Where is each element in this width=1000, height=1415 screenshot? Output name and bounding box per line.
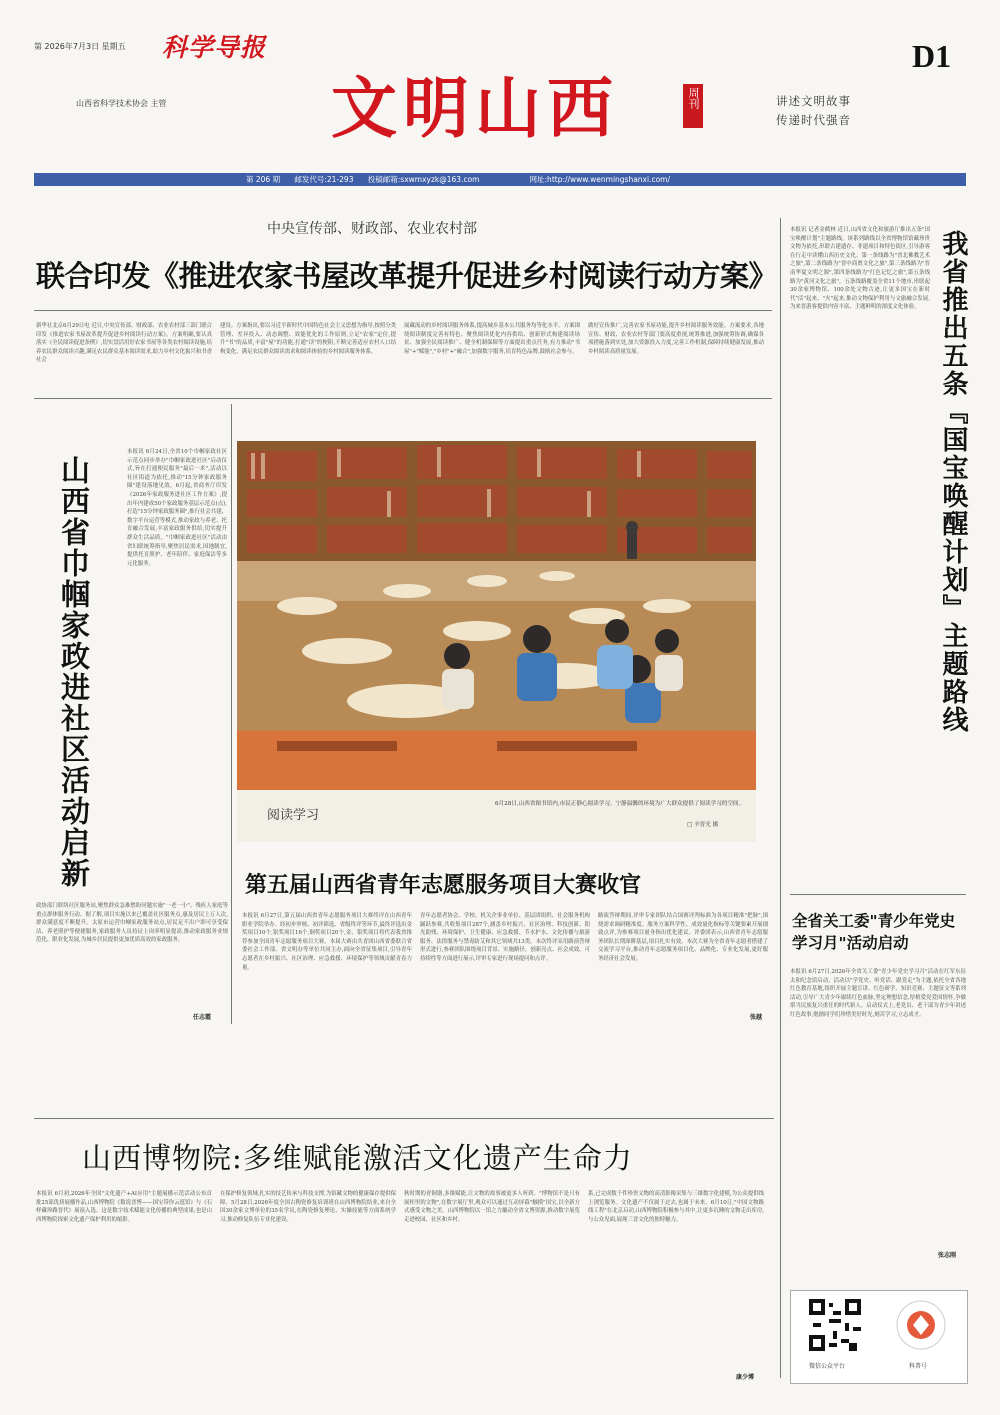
lead-headline: 联合印发《推进农家书屋改革提升促进乡村阅读行动方案》 — [36, 259, 778, 293]
lead-bottom-rule — [34, 398, 772, 399]
bottom-top-rule — [34, 1118, 774, 1119]
bottom-story-title: 山西博物院:多维赋能激活文化遗产生命力 — [82, 1141, 633, 1175]
bottom-story-col-2: 在保护修复领域,扎实的技艺传承与科技支撑,为馆藏文物的健康保存提供保障。5月28日,2026年度全国古陶瓷修复培训班在山西博物院结业,来自全国30余家文博单位的35名学员,在陶瓷修复理论、实操技能等方面系统学习,推动修复队伍专业化建设。 — [220, 1191, 396, 1223]
lead-col-1: 新华社北京6月29日电 近日,中央宣传部、财政部、农业农村部三部门联合印发《推进农家书屋改革提升促进乡村阅读行动方案》。方案明确,要认真落实《全民阅读促进条例》,切实盘活用好农家书屋等各类农村阅读设施,培养农民群众阅读兴趣,满足农民群众基本阅读需求,助力乡村文化振兴和书香社会 — [36, 323, 212, 364]
qr-label-1: 微信公众平台 — [809, 1363, 846, 1370]
youth-study-author: 张志刚 — [938, 1252, 957, 1259]
weekly-label: 周刊 — [687, 87, 700, 109]
lead-rule — [34, 310, 772, 311]
weekly-badge — [683, 84, 703, 128]
sponsor-line: 山西省科学技术协会 主管 — [76, 99, 167, 108]
right-story-body: 本报讯 记者金鹤林 近日,山西省文化和旅游厅推出五条"国宝唤醒计划"主题路线。该系列路线以全省博物馆馆藏珍贵文物为依托,串联古建遗存、非遗项目和特色街区,引导游客在行走中读懂山西历史文化。第一条线路为"晋北佛教艺术之旅",第二条线路为"晋中商贾文化之旅",第三条线路为"晋南华夏文明之源",第四条线路为"红色记忆之旅",第五条线路为"黄河文化之旅"。五条线路覆盖全省11个地市,串联起30余家博物馆、100余处文物古迹,让更多国宝在新时代"活"起来、"火"起来,推动文物保护利用与文旅融合发展,为来晋游客提供内容丰富、主题鲜明的深度文化体验。 — [790, 227, 930, 311]
youth-study-title: 全省关工委"青少年党史学习月"活动启动 — [792, 912, 956, 952]
left-story-lead: 本报讯 6月24日,全省10个巾帼家政社区示范点同步举办"巾帼家政进社区"启动仪式,旨在打通便民服务"最后一米",活动以社区街道为依托,推动"15分钟家政服务圈"建设落地见效。6月起,省商务厅印发《2026年家政服务进社区工作方案》,提出年内建成50个家政服务基层示范点(点),打造"15分钟家政服务圈",推行社会共建、数字平台运营等模式,推动家政与养老、托育融合发展,丰富家政服务供给,切实提升群众生活品质。"巾帼家政进社区"活动由省妇联统筹指导,聚焦居民需求,因地制宜,提供托育照护、老年陪伴、家庭保洁等多元化服务。 — [127, 449, 227, 567]
mid-story-col-1: 本报讯 6月27日,第五届山西省青年志愿服务项目大赛终评在山西青年职业学院举办。经初步审核、初评筛选、省级终评等环节,最终评选出金奖项目10个,银奖项目16个,铜奖项目20个,金、银奖项目将代表我省推荐参加全国青年志愿服务项目大赛。本届大赛由共青团山西省委联合省委社会工作部、省文明办等单位共同主办,面向全省征集项目,引导青年志愿者在乡村振兴、社区治理、应急救援、环境保护等领域贡献青春力量。 — [242, 913, 412, 971]
bottom-story-col-1: 本报讯 6月初,2026年全国"文化遗产+AI应用"主题展播示范活动公布首批25部优质展播作品,山西博物院《数说晋博——国宝带你云逛馆》与《石样藏珍路晋代》展演入选。这是数字技术赋能文化传播的典型成果,也是山西博物院探索文化遗产保护利用的缩影。 — [36, 1191, 212, 1223]
right-column-divider — [780, 218, 781, 1378]
left-column-divider — [231, 404, 232, 1024]
issue-date: 第 2026年7月3日 星期五 — [34, 42, 126, 51]
right-story-title: 我省推出五条『国宝唤醒计划』主题路线 — [938, 230, 968, 734]
page-number: D1 — [912, 38, 952, 74]
lead-col-2: 建设。方案指出,要以习近平新时代中国特色社会主义思想为指导,按照分类管理、差异投入、动态调整、效能优化的工作原则,立足"农家"定位,提升"书"的品质,丰富"屋"的功能,打通"读"的梗阻,不断完善适应农村人口结构变化、满足农民群众阅读需求和阅读体验的乡村阅读服务体系。 — [220, 323, 396, 355]
youth-study-body: 本报讯 6月27日,2026年全省关工委"青少年党史学习月"活动在红军东征太和纪念馆启动。活动以"学党史、听党话、跟党走"为主题,依托全省各地红色教育基地,组织开展主题宣讲、红色研学、知识竞赛、主题征文等系列活动,引导广大青少年赓续红色血脉,坚定理想信念,厚植爱党爱国情怀,争做堪当民族复兴重任的时代新人。启动仪式上,老党员、老干部为青少年讲述红色故事,勉励同学们珍惜美好时光,刻苦学习,立志成才。 — [790, 969, 966, 1018]
bottom-story-col-3: 秋时期的青铜器,多维赋能,让文物的故事被更多人听到。"博物馆不是只有展柜里的文物",在数字展厅里,观众可以通过互动屏幕"触摸"国宝,以全新方式感受文物之美。山西博物院以一馆之力撬动全省文博资源,推动数字展览走进校园、社区和乡村。 — [404, 1191, 580, 1223]
photo-caption: 6月28日,山西省图书馆内,市民正静心阅读学习。宁静温馨的环境为广大群众提供了阅读学习的空间。 — [495, 801, 745, 807]
science-account-icon — [895, 1299, 947, 1351]
mid-story-col-2: 青年志愿者协会、学校、机关企事业单位、基层团组织、社会服务机构踊跃参赛,共收集项目287个,涵盖乡村振兴、社区治理、科技创新、阳光助残、环境保护、卫生健康、应急救援、节水护水、文化传播与旅游服务、法律服务与禁毒防艾和其它领域共13类。本次终评采用路演答辩形式进行,参赛团队围绕项目背景、实施路径、创新亮点、社会成效、可持续性等方面进行展示,评审专家进行现场提问和点评。 — [420, 913, 590, 962]
wechat-qr-code[interactable] — [809, 1299, 861, 1351]
qr-panel — [790, 1290, 968, 1384]
slogan-1: 讲述文明故事 — [776, 94, 851, 108]
section-title: 文明山西 — [331, 69, 619, 147]
library-scene — [237, 441, 756, 790]
slogan-2: 传递时代强音 — [776, 113, 851, 127]
qr-pattern — [809, 1299, 861, 1351]
mid-story-author: 张越 — [750, 1014, 763, 1021]
left-story-title: 山西省巾帼家政进社区活动启新 — [57, 455, 91, 889]
issue-bar: 第 206 期 邮发代号:21-293 投稿邮箱:sxwmxyzk@163.com 网址:http://www.wenmingshanxi.com/ — [34, 173, 966, 186]
right-mid-rule — [790, 894, 966, 895]
lead-col-4: 做好宣传推广,完善农家书屋功能,提升乡村阅读服务效能。方案要求,各地宣传、财政、农业农村等部门要高度重视,统筹推进,加强统筹协调,确保各项措施落到实处,加大资源投入力度,完善工作机制,保障持续健康发展,推动乡村阅读高质量发展。 — [588, 323, 764, 355]
photo-caption-bar — [237, 790, 756, 842]
lead-kicker: 中央宣传部、财政部、农业农村部 — [267, 221, 477, 237]
mid-story-col-3: 路演答辩期间,评审专家团队结合国赛评判标准为各项目精准"把脉",围绕需求调研精准度、服务方案科学性、成效量化指标等关键要素开展细致点评,为参赛项目量身指出优化建议。评委团表示,山西省青年志愿服务团队长期深耕基层,项目扎实有效。本次大赛为全省青年志愿者搭建了交流学习平台,推动青年志愿服务项目化、品牌化、专业化发展,更好服务经济社会发展。 — [598, 913, 768, 962]
library-photo — [237, 441, 756, 842]
paper-name-logo: 科学导报 — [162, 33, 267, 62]
qr-label-2: 科普号 — [909, 1363, 928, 1370]
mid-story-title: 第五届山西省青年志愿服务项目大赛收官 — [245, 873, 642, 898]
left-story-author: 任志霞 — [193, 1014, 212, 1021]
lead-col-3: 展藏流动的乡村阅读服务体系,提高城乡基本公共服务均等化水平。方案围绕阅读制度完善有特色、聚焦阅读优化内容供给、创新形式构建阅读场景、加强全民阅读推广、健全机制保障等方面提出重点任务,有力推动"书屋"+"赋能","乡村"+"融合",加强数字服务,培育特色品牌,鼓励社会参与。 — [404, 323, 580, 355]
photo-label: 阅读学习 — [267, 808, 320, 823]
left-story-body: 政协部门联络社区服务站,聚焦群众急难愁盼问题实施"一老一小"、残疾人家庭等重点群体服务行动。据了解,项目实施以来已覆盖社区服务点,惠及居民上万人次,群众满意度不断提升。太原市运营巾帼家政服务站点,居民足不出户即可享受保洁、养老照护等便捷服务,家政服务人员持证上岗率明显提高,推动家政服务业规范化、职业化发展,为城乡居民提供更加优质高效的家政服务。 — [36, 903, 228, 944]
science-account-qr-code[interactable] — [895, 1299, 947, 1351]
bottom-story-col-4: 系,已完成数千件珍贵文物的高清影像采集与三维数字化建模,为公众提供线上浏览服务。文化遗产不仅属于过去,也属于未来。6月10日,"中国文物路线工程"在北京启动,山西博物院积极参与其中,让更多沉睡的文物走出库房,与公众见面,展现三晋文化的独特魅力。 — [588, 1191, 764, 1223]
bottom-story-author: 康少博 — [736, 1374, 755, 1381]
photo-credit: □ 辛晋光 摄 — [687, 822, 719, 828]
